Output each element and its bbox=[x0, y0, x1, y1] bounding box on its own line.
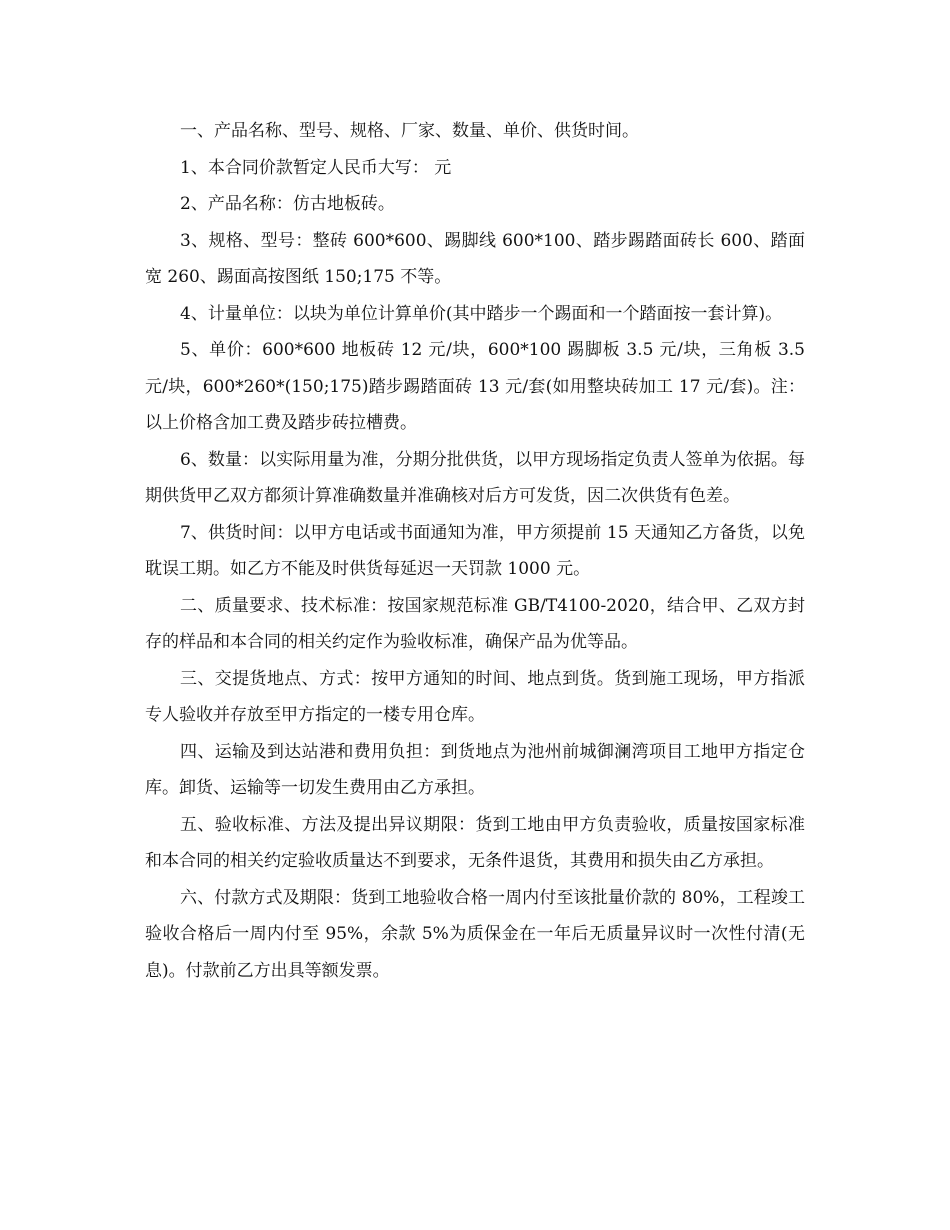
clause-unit-price: 5、单价：600*600 地板砖 12 元/块，600*100 踢脚板 3.5 元/块，三角板 3.5 元/块，600*260*(150;175)踏步踢踏面砖 13 元/套(如用整块砖加工 17 元/套)。注：以上价格含加工费及踏步砖拉槽费。 bbox=[145, 340, 805, 433]
clause-specifications: 3、规格、型号：整砖 600*600、踢脚线 600*100、踏步踢踏面砖长 600、踏面宽 260、踢面高按图纸 150;175 不等。 bbox=[145, 230, 805, 287]
clause-delivery-time: 7、供货时间：以甲方电话或书面通知为准，甲方须提前 15 天通知乙方备货，以免耽误工期。如乙方不能及时供货每延迟一天罚款 1000 元。 bbox=[145, 522, 805, 579]
section-delivery-location: 三、交提货地点、方式：按甲方通知的时间、地点到货。货到施工现场，甲方指派专人验收并存放至甲方指定的一楼专用仓库。 bbox=[145, 668, 805, 725]
contract-body bbox=[145, 113, 805, 989]
clause-measurement-unit: 4、计量单位：以块为单位计算单价(其中踏步一个踢面和一个踏面按一套计算)。 bbox=[180, 303, 783, 324]
section-heading-products: 一、产品名称、型号、规格、厂家、数量、单价、供货时间。 bbox=[180, 121, 639, 141]
clause-contract-price: 1、本合同价款暂定人民币大写： 元 bbox=[180, 157, 452, 178]
section-payment-terms: 六、付款方式及期限：货到工地验收合格一周内付至该批量价款的 80%，工程竣工验收合格后一周内付至 95%，余款 5%为质保金在一年后无质量异议时一次性付清(无息)。付款前乙方出具等额发票。 bbox=[145, 887, 805, 981]
section-acceptance: 五、验收标准、方法及提出异议期限：货到工地由甲方负责验收，质量按国家标准和本合同的相关约定验收质量达不到要求，无条件退货，其费用和损失由乙方承担。 bbox=[145, 814, 805, 871]
section-quality-standards: 二、质量要求、技术标准：按国家规范标准 GB/T4100-2020，结合甲、乙双方封存的样品和本合同的相关约定作为验收标准，确保产品为优等品。 bbox=[145, 595, 805, 652]
clause-product-name: 2、产品名称：仿古地板砖。 bbox=[180, 194, 395, 214]
clause-quantity: 6、数量：以实际用量为准，分期分批供货，以甲方现场指定负责人签单为依据。每期供货甲乙双方都须计算准确数量并准确核对后方可发货，因二次供货有色差。 bbox=[145, 449, 805, 506]
section-transport-costs: 四、运输及到达站港和费用负担：到货地点为池州前城御澜湾项目工地甲方指定仓库。卸货、运输等一切发生费用由乙方承担。 bbox=[145, 741, 805, 798]
